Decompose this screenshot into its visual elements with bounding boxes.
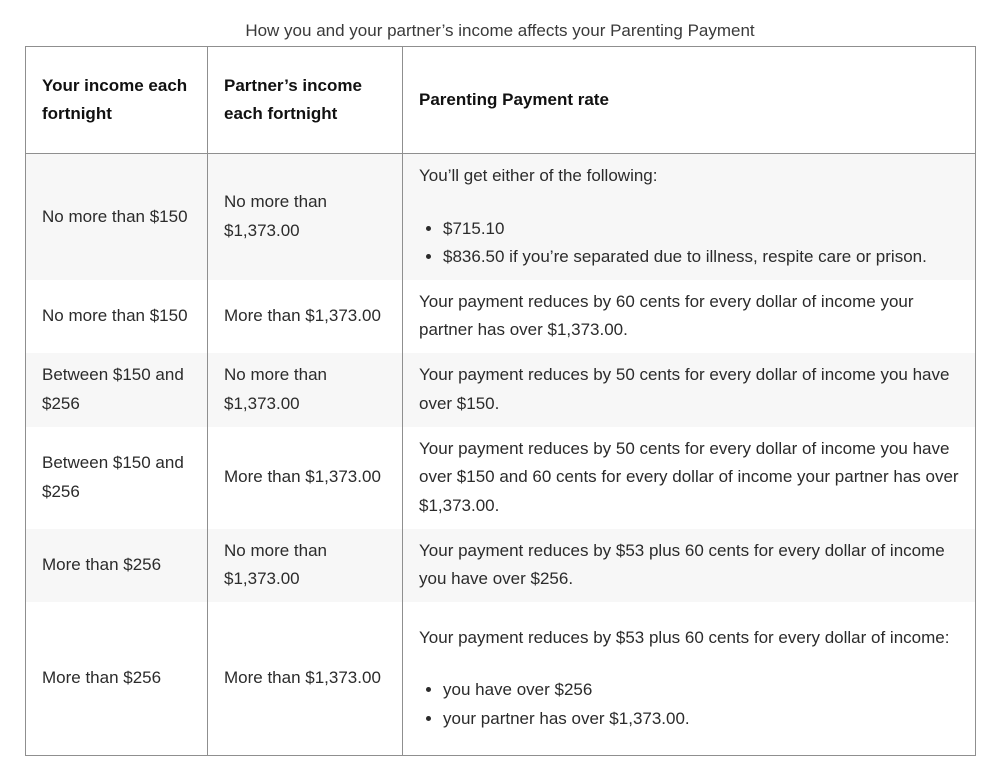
table-row <box>26 529 976 602</box>
table-row <box>26 154 976 280</box>
cell-your-income: Between $150 and $256 <box>26 353 208 427</box>
parenting-payment-table <box>25 46 976 756</box>
cell-payment-rate <box>403 602 976 756</box>
rate-list-item: • $836.50 if you’re separated due to illness, respite care or prison. <box>443 243 963 272</box>
cell-partner-income: More than $1,373.00 <box>208 427 403 529</box>
header-row <box>26 47 976 154</box>
rate-list-item: • $715.10 <box>443 215 963 244</box>
cell-partner-income: No more than $1,373.00 <box>208 529 403 602</box>
cell-partner-income: No more than $1,373.00 <box>208 154 403 280</box>
cell-payment-rate: Your payment reduces by 50 cents for every dollar of income you have over $150 and 60 cents for every dollar of income your partner has over $1,373.00. <box>403 427 976 529</box>
cell-your-income: No more than $150 <box>26 280 208 353</box>
rate-list-item: • you have over $256 <box>443 676 963 705</box>
rate-list-item: • your partner has over $1,373.00. <box>443 705 963 734</box>
cell-partner-income: More than $1,373.00 <box>208 280 403 353</box>
cell-payment-rate <box>403 154 976 280</box>
cell-partner-income: No more than $1,373.00 <box>208 353 403 427</box>
table-caption: How you and your partner’s income affects your Parenting Payment <box>245 21 755 40</box>
rate-list <box>419 676 963 733</box>
table-row <box>26 280 976 353</box>
cell-payment-rate: Your payment reduces by $53 plus 60 cents for every dollar of income you have over $256. <box>403 529 976 602</box>
header-your-income: Your income each fortnight <box>26 47 208 154</box>
rate-intro: You’ll get either of the following: <box>419 166 658 185</box>
cell-your-income: More than $256 <box>26 602 208 756</box>
cell-partner-income: More than $1,373.00 <box>208 602 403 756</box>
cell-your-income: More than $256 <box>26 529 208 602</box>
header-partner-income: Partner’s income each fortnight <box>208 47 403 154</box>
rate-intro: Your payment reduces by $53 plus 60 cents for every dollar of income: <box>419 627 950 647</box>
cell-payment-rate: Your payment reduces by 50 cents for every dollar of income you have over $150. <box>403 353 976 427</box>
table-row <box>26 427 976 529</box>
rate-list <box>419 215 963 272</box>
cell-your-income: Between $150 and $256 <box>26 427 208 529</box>
header-payment-rate: Parenting Payment rate <box>403 47 976 154</box>
cell-your-income: No more than $150 <box>26 154 208 280</box>
table-row <box>26 602 976 756</box>
table-row <box>26 353 976 427</box>
cell-payment-rate: Your payment reduces by 60 cents for every dollar of income your partner has over $1,373.00. <box>403 280 976 353</box>
